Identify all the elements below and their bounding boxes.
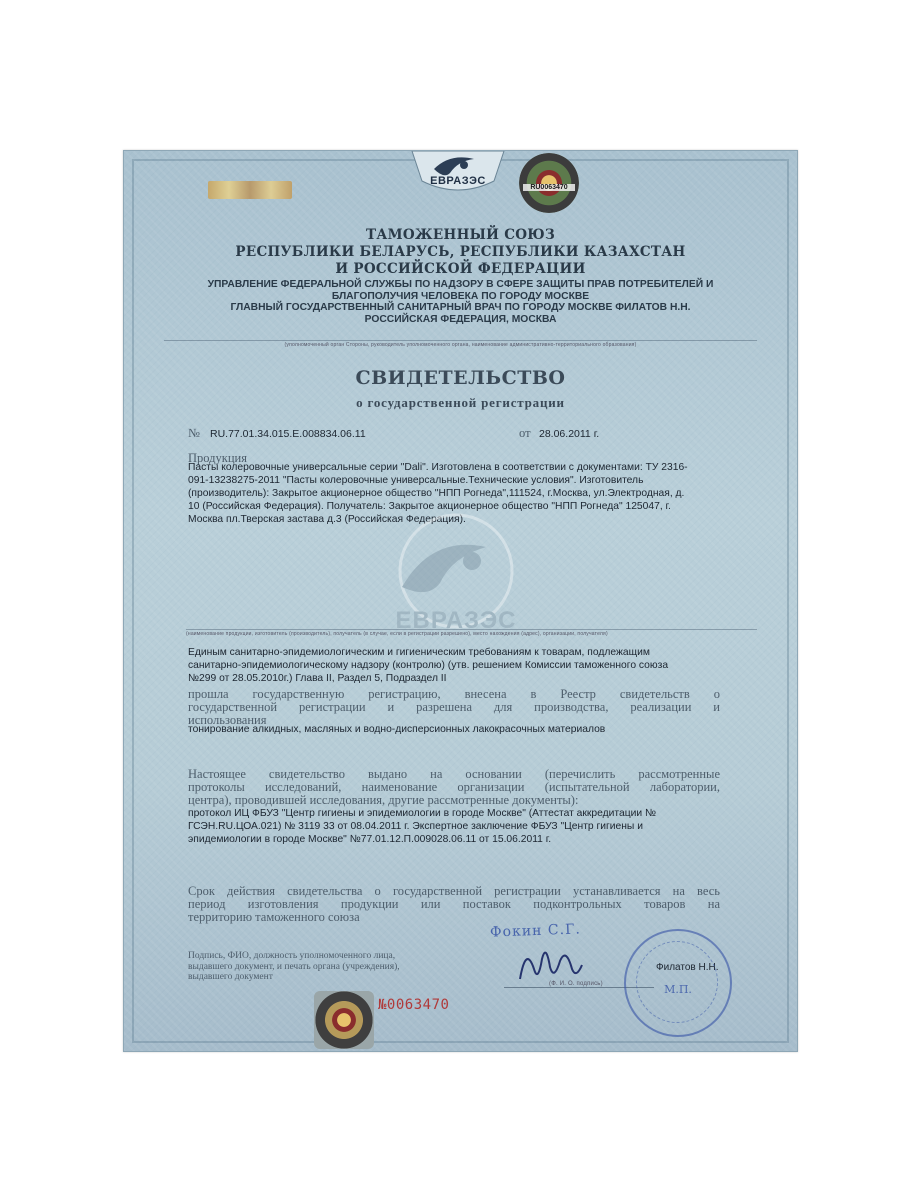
signature-label-1: Подпись, ФИО, должность уполномоченного лица, [188,951,396,961]
certificate-subtitle: о государственной регистрации [356,395,565,410]
product-label: Продукция [188,451,247,465]
requirements-line-3: №299 от 28.05.2010г.) Глава II, Раздел 5, Подраздел II [188,673,447,684]
product-line-1: Пасты колеровочные универсальные серии "Dali". Изготовлена в соответствии с документами: ТУ 2316- [188,462,688,473]
validity-line-1: Срок действия свидетельства о государственной регистрации устанавливается на весь [188,884,720,898]
passed-text [188,688,720,727]
authority-line-2: БЛАГОПОЛУЧИЯ ЧЕЛОВЕКА ПО ГОРОДУ МОСКВЕ [331,290,590,302]
eurasec-watermark [336,513,576,643]
name-stamp: Фокин С.Г. [489,921,582,941]
signature-label-3: выдавшего документ [188,972,273,982]
signature-scribble-icon [516,939,586,987]
watermark-text: ЕВРАЗЭС [395,607,517,634]
passed-line-2: государственной регистрации и разрешена для производства, реализации и [188,700,720,714]
union-line-2: РЕСПУБЛИКИ БЕЛАРУСЬ, РЕСПУБЛИКИ КАЗАХСТАН [235,244,686,260]
emblem-text: ЕВРАЗЭС [430,175,486,187]
number-label: № [188,426,200,440]
hologram-strip [208,181,292,199]
requirements-line-2: санитарно-эпидемиологическому надзору (контролю) (утв. решением Комиссии таможенного союза [188,660,669,671]
union-heading [164,227,757,278]
hologram-serial: RU0063470 [523,184,575,191]
product-line-3: (производитель): Закрытое акционерное общество "НПП Рогнеда",111524, г.Москва, ул.Электродная, д. [188,488,685,499]
signature-label-2: выдавшего документ, и печать органа (учреждения), [188,961,400,972]
signature-caption: (Ф. И. О. подпись) [549,981,603,987]
basis-line-3: центра), проводившей исследования, другие рассмотренные документы): [188,793,579,807]
authority-line-1: УПРАВЛЕНИЕ ФЕДЕРАЛЬНОЙ СЛУЖБЫ ПО НАДЗОРУ В СФЕРЕ ЗАЩИТЫ ПРАВ ПОТРЕБИТЕЛЕЙ И [207,279,714,290]
official-seal [624,929,732,1037]
form-serial-number: №0063470 [378,997,450,1013]
usage-text: тонирование алкидных, масляных и водно-дисперсионных лакокрасочных материалов [188,724,606,735]
eurasec-emblem [398,151,518,199]
product-line-4: 10 (Российская Федерация). Получатель: Закрытое акционерное общество "НПП Рогнеда" 125047, г. [188,501,671,512]
authority-line-3: ГЛАВНЫЙ ГОСУДАРСТВЕННЫЙ САНИТАРНЫЙ ВРАЧ ПО ГОРОДУ МОСКВЕ ФИЛАТОВ Н.Н. [230,302,691,313]
product-line-5: Москва пл.Тверская застава д.3 (Российская Федерация). [188,514,466,525]
bottom-hologram [314,991,374,1049]
basis-text [188,768,720,807]
certificate-title: СВИДЕТЕЛЬСТВО [355,367,566,389]
registration-number: RU.77.01.34.015.Е.008834.06.11 [210,428,366,440]
requirements-line-1: Единым санитарно-эпидемиологическим и гигиеническим требованиям к товарам, подлежащим [188,647,650,658]
registration-date: 28.06.2011 г. [539,428,600,440]
basis-line-1: Настоящее свидетельство выдано на основании (перечислить рассмотренные [188,767,720,781]
union-line-3: И РОССИЙСКОЙ ФЕДЕРАЦИИ [335,261,586,277]
certificate-sheet [123,150,798,1052]
union-line-1: ТАМОЖЕННЫЙ СОЮЗ [365,227,556,243]
authority-caption: (уполномоченный орган Стороны, руководитель уполномоченного органа, наименование административно-территориального образования) [164,340,757,348]
hologram-sticker [519,153,579,213]
handwritten-signature [516,939,586,987]
basis-fill-3: эпидемиологии в городе Москве" №77.01.12.П.009028.06.11 от 15.06.2011 г. [188,834,552,845]
validity-line-3: территорию таможенного союза [188,910,360,924]
signer-name: Филатов Н.Н. [656,962,719,973]
product-caption: (наименование продукции, изготовитель (производитель), получатель (в случае, если в регистрации разрешено), место нахождения (адрес), организации, получателя) [186,629,757,637]
basis-fill-1: протокол ИЦ ФБУЗ "Центр гигиены и эпидемиологии в городе Москве" (Аттестат аккредитации № [188,808,657,819]
signature-label [188,951,488,983]
passed-line-1: прошла государственную регистрацию, внесена в Реестр свидетельств о [188,687,720,701]
authority-line-4: РОССИЙСКАЯ ФЕДЕРАЦИЯ, МОСКВА [364,313,557,325]
product-line-2: 091-13238275-2011 "Пасты колеровочные универсальные.Технические условия". Изготовитель [188,475,644,486]
validity-text [188,885,720,924]
validity-line-2: период изготовления продукции или поставок подконтрольных товаров на [188,897,720,911]
authority-heading [148,279,773,325]
seal-center-text: М.П. [664,983,692,996]
basis-line-2: протоколы исследований, наименование организации (испытательной лаборатории, [188,780,720,794]
passed-line-3: использования [188,713,267,727]
seal-inner-ring [636,941,718,1023]
basis-fill-2: ГСЭН.RU.ЦОА.021) № 3119 33 от 08.04.2011 г. Экспертное заключение ФБУЗ "Центр гигиены и [188,821,643,832]
basis-documents [188,807,720,846]
requirements-text [188,646,708,685]
date-label: от [519,426,531,440]
